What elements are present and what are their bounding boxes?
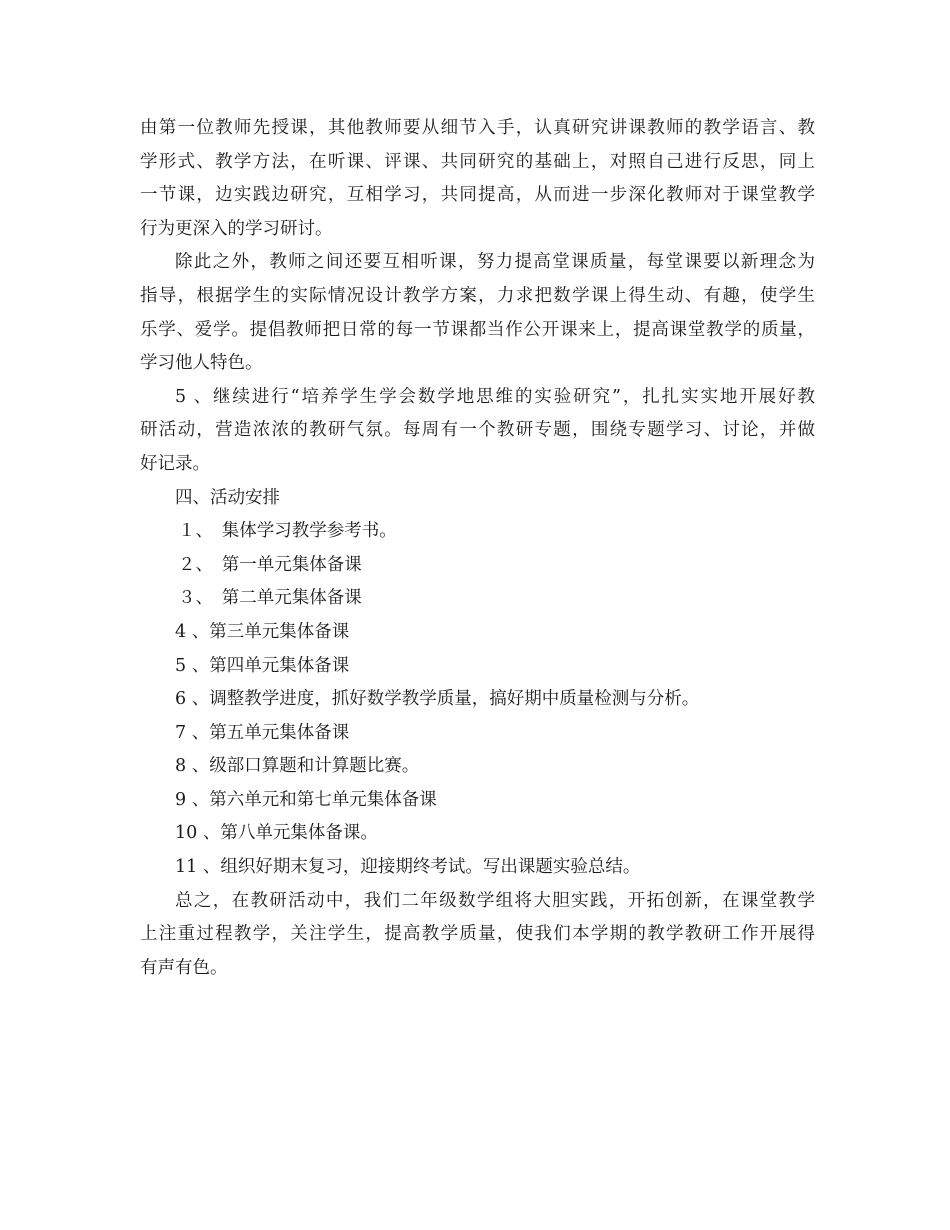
text-line: 指导，根据学生的实际情况设计教学方案，力求把数学课上得生动、有趣，使学生: [140, 285, 815, 306]
activity-list: [140, 515, 815, 885]
paragraph-4: [140, 885, 815, 986]
list-item: 5 、第四单元集体备课: [175, 655, 350, 676]
text-line: 上注重过程教学，关注学生，提高教学质量，使我们本学期的教学教研工作开展得: [140, 924, 815, 945]
text-line: 学习他人特色。: [140, 353, 263, 374]
list-item: 8 、级部口算题和计算题比赛。: [175, 756, 420, 777]
text-line: 乐学、爱学。提倡教师把日常的每一节课都当作公开课来上，提高课堂教学的质量，: [140, 319, 815, 340]
document-page: [140, 112, 815, 985]
paragraph-1: [140, 112, 815, 246]
text-line: 总之，在教研活动中，我们二年级数学组将大胆实践，开拓创新，在课堂教学: [175, 890, 815, 911]
paragraph-3: [140, 381, 815, 482]
list-item: ３、 第二单元集体备课: [178, 588, 362, 609]
paragraph-2: [140, 246, 815, 380]
text-line: 除此之外，教师之间还要互相听课，努力提高堂课质量，每堂课要以新理念为: [175, 252, 815, 273]
text-line: 一节课，边实践边研究，互相学习，共同提高，从而进一步深化教师对于课堂教学: [140, 185, 815, 206]
list-item: 10 、第八单元集体备课。: [175, 823, 378, 844]
text-line: 5 、继续进行“培养学生学会数学地思维的实验研究”，扎扎实实地开展好教: [175, 386, 815, 407]
list-item: １、 集体学习教学参考书。: [178, 521, 397, 542]
list-item: 4 、第三单元集体备课: [175, 621, 350, 642]
list-item: 11 、组织好期末复习，迎接期终考试。写出课题实验总结。: [175, 857, 641, 878]
text-line: 学形式、教学方法，在听课、评课、共同研究的基础上，对照自己进行反思，同上: [140, 151, 815, 172]
text-line: 研活动，营造浓浓的教研气氛。每周有一个教研专题，围绕专题学习、讨论，并做: [140, 420, 815, 441]
list-item: 7 、第五单元集体备课: [175, 722, 350, 743]
list-item: 9 、第六单元和第七单元集体备课: [175, 789, 437, 810]
text-line: 行为更深入的学习研讨。: [140, 218, 333, 239]
text-line: 有声有色。: [140, 957, 228, 978]
section-heading: 四、活动安排: [175, 487, 280, 508]
list-item: ２、 第一单元集体备课: [178, 554, 362, 575]
text-line: 好记录。: [140, 453, 210, 474]
list-item: 6 、调整教学进度，抓好数学教学质量，搞好期中质量检测与分析。: [175, 689, 700, 710]
text-line: 由第一位教师先授课，其他教师要从细节入手，认真研究讲课教师的教学语言、教: [140, 118, 815, 138]
